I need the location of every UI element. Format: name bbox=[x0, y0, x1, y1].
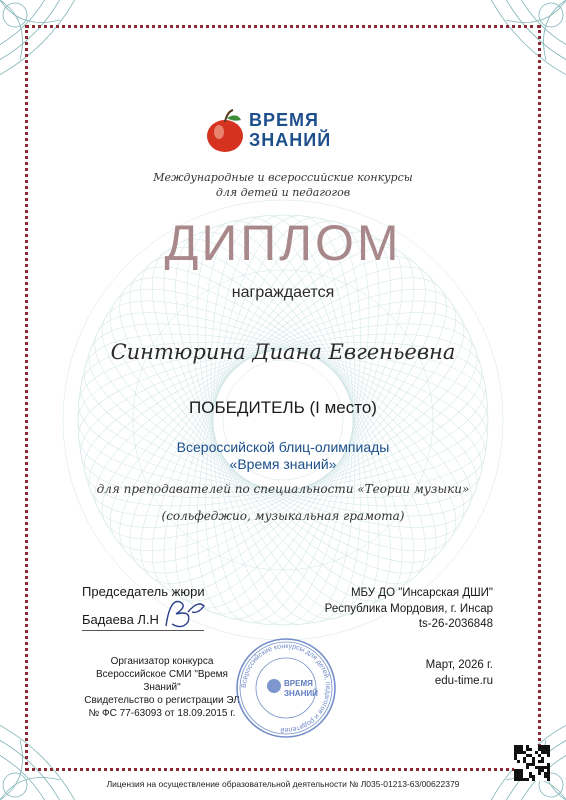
date-block bbox=[426, 657, 493, 689]
subtitle-line-2: для детей и педагогов bbox=[215, 186, 351, 199]
organizer-block bbox=[82, 655, 242, 720]
event-line-1: Всероссийской блиц-олимпиады bbox=[176, 439, 390, 455]
rank-label: ПОБЕДИТЕЛЬ (I место) bbox=[189, 398, 377, 417]
logo-line-2: ЗНАНИЙ bbox=[249, 130, 332, 150]
diploma-title: ДИПЛОМ bbox=[164, 215, 402, 271]
subtitle-line-1: Международные и всероссийские конкурсы bbox=[153, 171, 413, 184]
issue-date: Март, 2026 г. bbox=[425, 659, 493, 671]
stamp-center-line-2: ЗНАНИЙ bbox=[284, 689, 318, 698]
organizer-line-2: Всероссийское СМИ "Время Знаний" bbox=[96, 669, 228, 693]
official-stamp bbox=[234, 636, 338, 740]
logo-line-1: ВРЕМЯ bbox=[249, 110, 319, 130]
stamp-ring-text: Всероссийские конкурсы для детей, педагогов и родителей bbox=[240, 642, 332, 734]
event-line-2: «Время знаний» bbox=[229, 456, 337, 472]
institution-block bbox=[325, 586, 493, 633]
signature-image bbox=[158, 592, 208, 634]
logo-text bbox=[249, 110, 331, 150]
license-text: Лицензия на осуществление образовательной деятельности № Л035-01213-63/00622379 bbox=[106, 779, 460, 789]
subtitle bbox=[150, 170, 416, 200]
apple-icon bbox=[203, 108, 247, 154]
institution-name: МБУ ДО "Инсарская ДШИ" bbox=[350, 587, 493, 599]
jury-chair-name: Бадаева Л.Н bbox=[82, 612, 159, 627]
organizer-line-3: Свидетельство о регистрации ЭЛ bbox=[84, 695, 240, 706]
qr-code-icon[interactable] bbox=[514, 745, 550, 781]
stamp-center-line-1: ВРЕМЯ bbox=[284, 679, 313, 688]
recipient-name: Синтюрина Диана Евгеньевна bbox=[110, 340, 456, 364]
specialty-line-1: для преподавателей по специальности «Теории музыки» bbox=[96, 482, 470, 496]
website: edu-time.ru bbox=[434, 675, 493, 687]
organizer-line-1: Организатор конкурса bbox=[110, 656, 214, 667]
institution-location: Республика Мордовия, г. Инсар bbox=[324, 602, 493, 615]
logo bbox=[203, 108, 363, 162]
organizer-line-4: № ФС 77-63093 от 18.09.2015 г. bbox=[88, 708, 236, 719]
awarded-label: награждается bbox=[231, 284, 335, 301]
institution-code: ts-26-2036848 bbox=[418, 618, 493, 630]
specialty-line-2: (сольфеджио, музыкальная грамота) bbox=[161, 509, 405, 523]
jury-chair-label: Председатель жюри bbox=[82, 584, 205, 599]
